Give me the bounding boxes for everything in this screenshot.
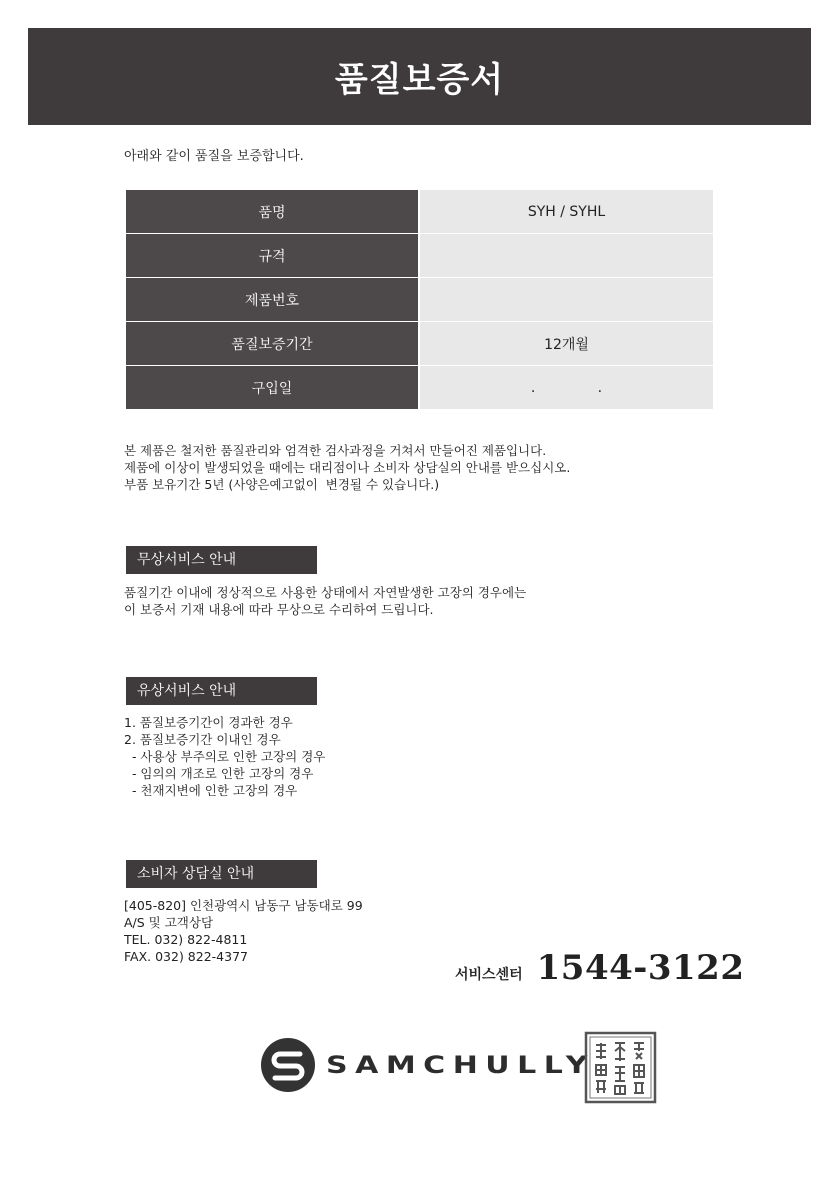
consumer-center-line: FAX. 032) 822-4377 [124,949,248,964]
page-title: 품질보증서 [334,60,505,100]
row-label-warranty-period: 품질보증기간 [126,322,419,366]
notice-line: 부품 보유기간 5년 (사양은예고없이 변경될 수 있습니다.) [124,477,440,492]
table-row [126,322,713,366]
row-label-serial: 제품번호 [126,278,419,322]
table-row [126,278,713,322]
free-service-body [124,584,526,618]
intro-text: 아래와 같이 품질을 보증합니다. [124,149,304,164]
paid-service-heading: 유상서비스 안내 [126,677,317,705]
notice-text [124,442,570,493]
info-table [126,190,713,410]
row-value-warranty-period: 12개월 [419,322,713,366]
hotline-label: 서비스센터 [455,967,523,983]
consumer-center-heading: 소비자 상담실 안내 [126,860,317,888]
table-row [126,190,713,234]
notice-line: 본 제품은 철저한 품질관리와 엄격한 검사과정을 거쳐서 만들어진 제품입니다. [124,443,547,458]
row-label-product-name: 품명 [126,190,419,234]
consumer-center-line: [405-820] 인천광역시 남동구 남동대로 99 [124,898,363,913]
consumer-center-line: A/S 및 고객상담 [124,915,214,930]
row-label-purchase-date: 구입일 [126,366,419,410]
paid-service-line: 1. 품질보증기간이 경과한 경우 [124,715,293,730]
free-service-line: 이 보증서 기재 내용에 따라 무상으로 수리하여 드립니다. [124,602,434,617]
title-bar [28,28,811,125]
paid-service-line: - 임의의 개조로 인한 고장의 경우 [124,766,314,781]
hotline-number: 1544-3122 [536,948,745,988]
free-service-line: 품질기간 이내에 정상적으로 사용한 상태에서 자연발생한 고장의 경우에는 [124,585,527,600]
row-label-spec: 규격 [126,234,419,278]
samchully-s-logo-icon [260,1037,316,1093]
row-value-spec [419,234,713,278]
paid-service-body [124,714,325,799]
paid-service-line: - 천재지변에 인한 고장의 경우 [124,783,298,798]
row-value-purchase-date: . . [419,366,713,410]
consumer-center-line: TEL. 032) 822-4811 [124,932,248,947]
paid-service-line: 2. 품질보증기간 이내인 경우 [124,732,281,747]
consumer-center-body [124,897,363,965]
table-row [126,366,713,410]
table-row [126,234,713,278]
service-hotline [455,948,745,988]
row-value-product-name: SYH / SYHL [419,190,713,234]
company-seal-icon [584,1031,657,1104]
logo-wordmark: SAMCHULLY [326,1051,595,1079]
paid-service-line: - 사용상 부주의로 인한 고장의 경우 [124,749,326,764]
row-value-serial [419,278,713,322]
notice-line: 제품에 이상이 발생되었을 때에는 대리점이나 소비자 상담실의 안내를 받으십시오. [124,460,571,475]
samchully-logo [260,1037,595,1093]
free-service-heading: 무상서비스 안내 [126,546,317,574]
